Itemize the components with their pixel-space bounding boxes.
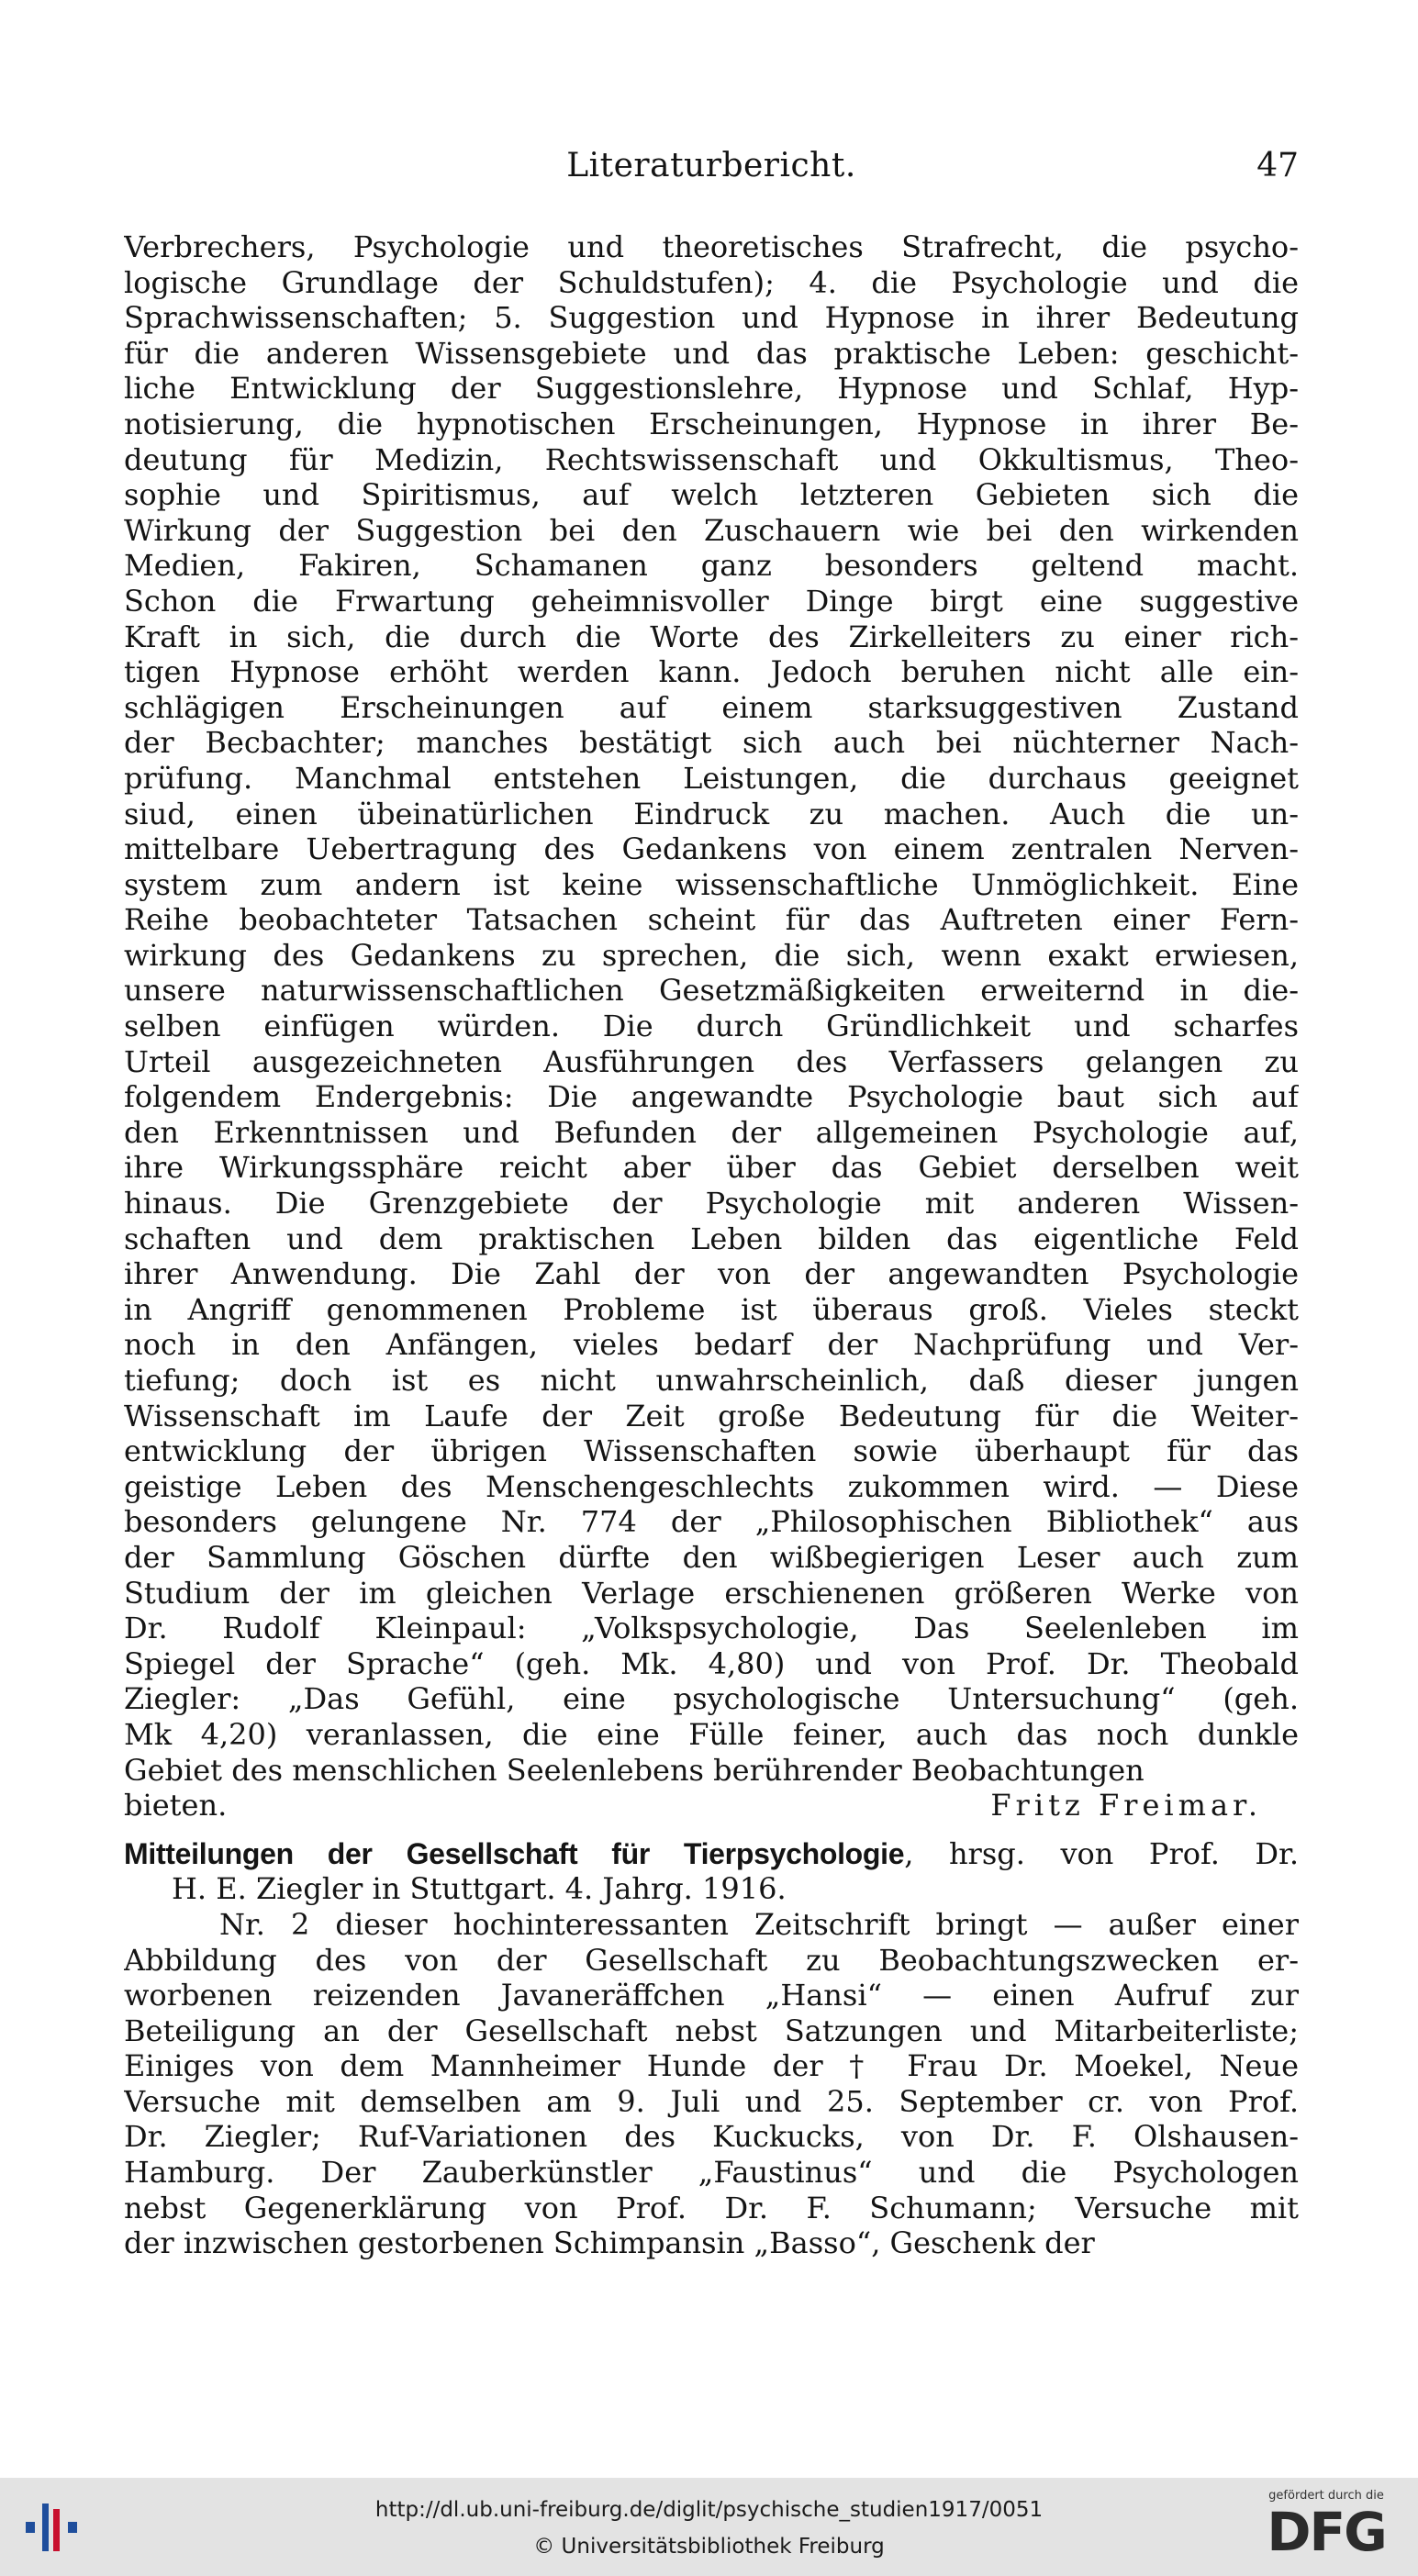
text-line: Schon die Frwartung geheimnisvoller Dinge birgt eine suggestive bbox=[124, 583, 1299, 619]
text-line: geistige Leben des Menschengeschlechts zukommen wird. — Diese bbox=[124, 1468, 1299, 1504]
text-line: worbenen reizenden Javaneräffchen „Hansi“ — einen Aufruf zur bbox=[124, 1978, 1299, 2013]
text-line: Dr. Ziegler; Ruf-Variationen des Kuckucks, von Dr. F. Olshausen- bbox=[124, 2119, 1299, 2155]
running-header bbox=[124, 147, 1299, 193]
text-line: deutung für Medizin, Rechtswissenschaft und Okkultismus, Theo- bbox=[124, 441, 1299, 477]
text-line: tiefung; doch ist es nicht unwahrscheinlich, daß dieser jungen bbox=[124, 1363, 1299, 1398]
text-line: der inzwischen gestorbenen Schimpansin „Basso“, Geschenk der bbox=[124, 2225, 1095, 2261]
text-line: selben einfügen würden. Die durch Gründlichkeit und scharfes bbox=[124, 1009, 1299, 1044]
text-line: noch in den Anfängen, vieles bedarf der Nachprüfung und Ver- bbox=[124, 1327, 1299, 1363]
text-line: liche Entwicklung der Suggestionslehre, Hypnose und Schlaf, Hyp- bbox=[124, 371, 1299, 407]
section-heading-bold: Mitteilungen der Gesellschaft für Tierpsychologie bbox=[124, 1836, 905, 1870]
text-line: tigen Hypnose erhöht werden kann. Jedoch beruhen nicht alle ein- bbox=[124, 654, 1299, 690]
review-closing-line bbox=[124, 1788, 1299, 1823]
body-text bbox=[124, 229, 1299, 2261]
review-last-word: bieten. bbox=[124, 1788, 228, 1823]
text-line: prüfung. Manchmal entstehen Leistungen, die durchaus geeignet bbox=[124, 760, 1299, 796]
text-line: Gebiet des menschlichen Seelenlebens berührender Beobachtungen bbox=[124, 1752, 1144, 1788]
text-line: system zum andern ist keine wissenschaftliche Unmöglichkeit. Eine bbox=[124, 866, 1299, 902]
text-line: Nr. 2 dieser hochinteressanten Zeitschrift bringt — außer einer bbox=[219, 1906, 1299, 1942]
reviewer-signature: Fritz Freimar. bbox=[990, 1788, 1262, 1823]
review-paragraph bbox=[124, 229, 1299, 1788]
text-line: logische Grundlage der Schuldstufen); 4. die Psychologie und die bbox=[124, 264, 1299, 300]
section-heading bbox=[124, 1836, 1299, 1872]
dfg-caption: gefördert durch die bbox=[1268, 2489, 1384, 2503]
text-line: notisierung, die hypnotischen Erscheinungen, Hypnose in ihrer Be- bbox=[124, 406, 1299, 441]
text-line: schlägigen Erscheinungen auf einem starksuggestiven Zustand bbox=[124, 689, 1299, 725]
text-line: Wissenschaft im Laufe der Zeit große Bedeutung für die Weiter- bbox=[124, 1398, 1299, 1433]
text-line: den Erkenntnissen und Befunden der allgemeinen Psychologie auf, bbox=[124, 1114, 1299, 1150]
text-line: mittelbare Uebertragung des Gedankens von einem zentralen Nerven- bbox=[124, 831, 1299, 867]
page-number: 47 bbox=[1256, 147, 1299, 184]
text-line: Urteil ausgezeichneten Ausführungen des Verfassers gelangen zu bbox=[124, 1043, 1299, 1079]
section-heading-rest: , hrsg. von Prof. Dr. bbox=[904, 1835, 1299, 1871]
text-line: schaften und dem praktischen Leben bilden das eigentliche Feld bbox=[124, 1221, 1299, 1256]
text-line: Verbrechers, Psychologie und theoretisches Strafrecht, die psycho- bbox=[124, 229, 1299, 264]
copyright-notice: © Universitätsbibliothek Freiburg bbox=[533, 2535, 885, 2559]
text-line: der Becbachter; manches bestätigt sich auch bei nüchterner Nach- bbox=[124, 725, 1299, 761]
text-line: siud, einen übeinatürlichen Eindruck zu machen. Auch die un- bbox=[124, 796, 1299, 831]
text-line: in Angriff genommenen Probleme ist überaus groß. Vieles steckt bbox=[124, 1291, 1299, 1327]
text-line: unsere naturwissenschaftlichen Gesetzmäßigkeiten erweiternd in die- bbox=[124, 973, 1299, 1009]
running-title: Literaturbericht. bbox=[566, 147, 856, 184]
text-line: Ziegler: „Das Gefühl, eine psychologische Untersuchung“ (geh. bbox=[124, 1681, 1299, 1717]
text-line: folgendem Endergebnis: Die angewandte Psychologie baut sich auf bbox=[124, 1079, 1299, 1115]
dfg-logo-icon: DFG bbox=[1267, 2501, 1386, 2563]
text-line: besonders gelungene Nr. 774 der „Philosophischen Bibliothek“ aus bbox=[124, 1504, 1299, 1540]
text-line: sophie und Spiritismus, auf welch letzteren Gebieten sich die bbox=[124, 477, 1299, 513]
text-line: Beteiligung an der Gesellschaft nebst Satzungen und Mitarbeiterliste; bbox=[124, 2013, 1299, 2048]
text-line: entwicklung der übrigen Wissenschaften sowie überhaupt für das bbox=[124, 1433, 1299, 1469]
text-line: nebst Gegenerklärung von Prof. Dr. F. Schumann; Versuche mit bbox=[124, 2190, 1299, 2225]
text-line: hinaus. Die Grenzgebiete der Psychologie mit anderen Wissen- bbox=[124, 1186, 1299, 1221]
text-line: Mk 4,20) veranlassen, die eine Fülle feiner, auch das noch dunkle bbox=[124, 1716, 1299, 1752]
text-line: wirkung des Gedankens zu sprechen, die sich, wenn exakt erwiesen, bbox=[124, 937, 1299, 973]
text-line: Einiges von dem Mannheimer Hunde der † Frau Dr. Moekel, Neue bbox=[124, 2048, 1299, 2084]
text-line: Spiegel der Sprache“ (geh. Mk. 4,80) und von Prof. Dr. Theobald bbox=[124, 1645, 1299, 1681]
text-line: für die anderen Wissensgebiete und das praktische Leben: geschicht- bbox=[124, 335, 1299, 371]
text-line: Kraft in sich, die durch die Worte des Zirkelleiters zu einer rich- bbox=[124, 619, 1299, 654]
text-line: ihrer Anwendung. Die Zahl der von der angewandten Psychologie bbox=[124, 1256, 1299, 1292]
text-line: ihre Wirkungssphäre reicht aber über das Gebiet derselben weit bbox=[124, 1150, 1299, 1186]
text-line: Studium der im gleichen Verlage erschienenen größeren Werke von bbox=[124, 1575, 1299, 1611]
viewer-footer bbox=[0, 2478, 1418, 2576]
text-line: Hamburg. Der Zauberkünstler „Faustinus“ und die Psychologen bbox=[124, 2155, 1299, 2191]
text-line: Medien, Fakiren, Schamanen ganz besonders geltend macht. bbox=[124, 548, 1299, 584]
section-heading-line2: H. E. Ziegler in Stuttgart. 4. Jahrg. 1916. bbox=[172, 1871, 787, 1907]
text-line: Reihe beobachteter Tatsachen scheint für das Auftreten einer Fern- bbox=[124, 902, 1299, 938]
text-line: der Sammlung Göschen dürfte den wißbegierigen Leser auch zum bbox=[124, 1539, 1299, 1575]
text-line: Sprachwissenschaften; 5. Suggestion und Hypnose in ihrer Bedeutung bbox=[124, 300, 1299, 336]
permalink-url[interactable]: http://dl.ub.uni-freiburg.de/diglit/psychische_studien1917/0051 bbox=[374, 2498, 1044, 2522]
section-paragraph bbox=[124, 1907, 1299, 2261]
text-line: Dr. Rudolf Kleinpaul: „Volkspsychologie, Das Seelenleben im bbox=[124, 1611, 1299, 1646]
text-line: Abbildung des von der Gesellschaft zu Beobachtungszwecken er- bbox=[124, 1942, 1299, 1978]
dfg-funding-badge[interactable] bbox=[1253, 2489, 1400, 2568]
text-line: Versuche mit demselben am 9. Juli und 25. September cr. von Prof. bbox=[124, 2083, 1299, 2119]
text-line: Wirkung der Suggestion bei den Zuschauern wie bei den wirkenden bbox=[124, 512, 1299, 548]
